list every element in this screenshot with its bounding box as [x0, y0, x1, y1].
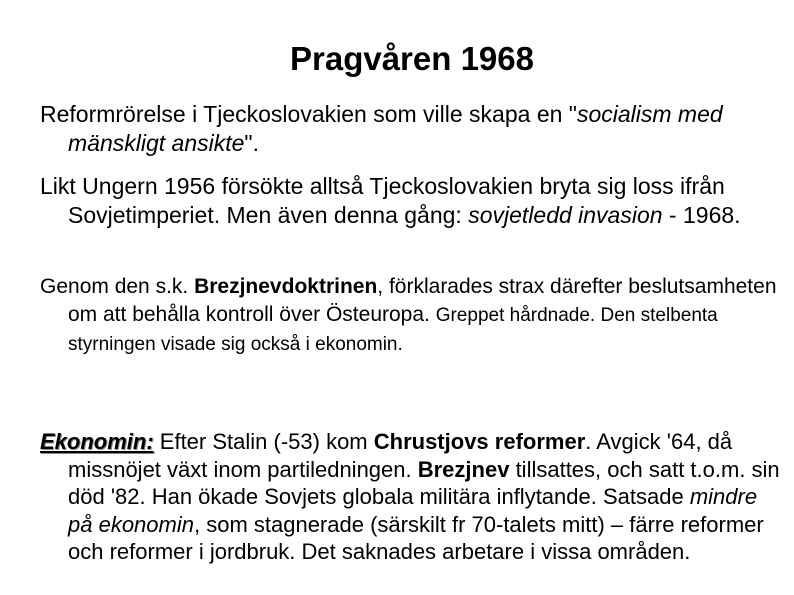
- p4-text-3: tillsattes, och satt t.o.m. sin död '82. Han ökade Sovjets globala militära inflytande. Satsade: [68, 456, 780, 509]
- p3-small-text: Greppet hårdnade. Den stelbenta styrningen visade sig också i ekonomin.: [68, 305, 718, 355]
- p4-bold-brezhnev: Brezjnev: [417, 456, 510, 482]
- p4-italic-phrase: mindre på ekonomin: [68, 484, 758, 537]
- p3-text-1: Genom den s.k.: [40, 275, 195, 298]
- paragraph-brezhnev-doctrine: [40, 273, 780, 359]
- p2-year: - 1968.: [662, 202, 741, 228]
- p4-text-1: Efter Stalin (-53) kom: [153, 429, 374, 454]
- economy-label: Ekonomin:: [40, 429, 154, 454]
- p1-quote-open: ": [568, 101, 577, 127]
- p3-bold-term: Brezjnevdoktrinen: [194, 275, 378, 298]
- p4-text-2: . Avgick '64, då missnöjet växt inom partiledningen.: [68, 429, 733, 482]
- p1-text: Reformrörelse i Tjeckoslovakien som ville skapa en: [40, 101, 569, 127]
- p1-italic-phrase: socialism med mänskligt ansikte: [68, 101, 723, 156]
- slide-title: Pragvåren 1968: [289, 40, 534, 77]
- p2-italic-phrase: sovjetledd invasion: [468, 202, 663, 228]
- paragraph-reform-movement: [40, 100, 780, 158]
- p4-text-4: , som stagnerade (särskilt fr 70-talets mitt) – färre reformer och reformer i jordbruk. Det saknades arbetare i vissa områden.: [68, 511, 764, 564]
- p4-bold-reforms: Chrustjovs reformer: [373, 429, 586, 454]
- p1-quote-close: ".: [244, 130, 259, 156]
- paragraph-economy: [40, 428, 780, 566]
- paragraph-invasion: [40, 172, 780, 230]
- p2-text: Likt Ungern 1956 försökte alltså Tjeckoslovakien bryta sig loss ifrån Sovjetimperiet. Men även denna gång:: [40, 173, 725, 228]
- p3-text-2: , förklarades strax därefter beslutsamheten om att behålla kontroll över Östeuropa.: [68, 275, 777, 326]
